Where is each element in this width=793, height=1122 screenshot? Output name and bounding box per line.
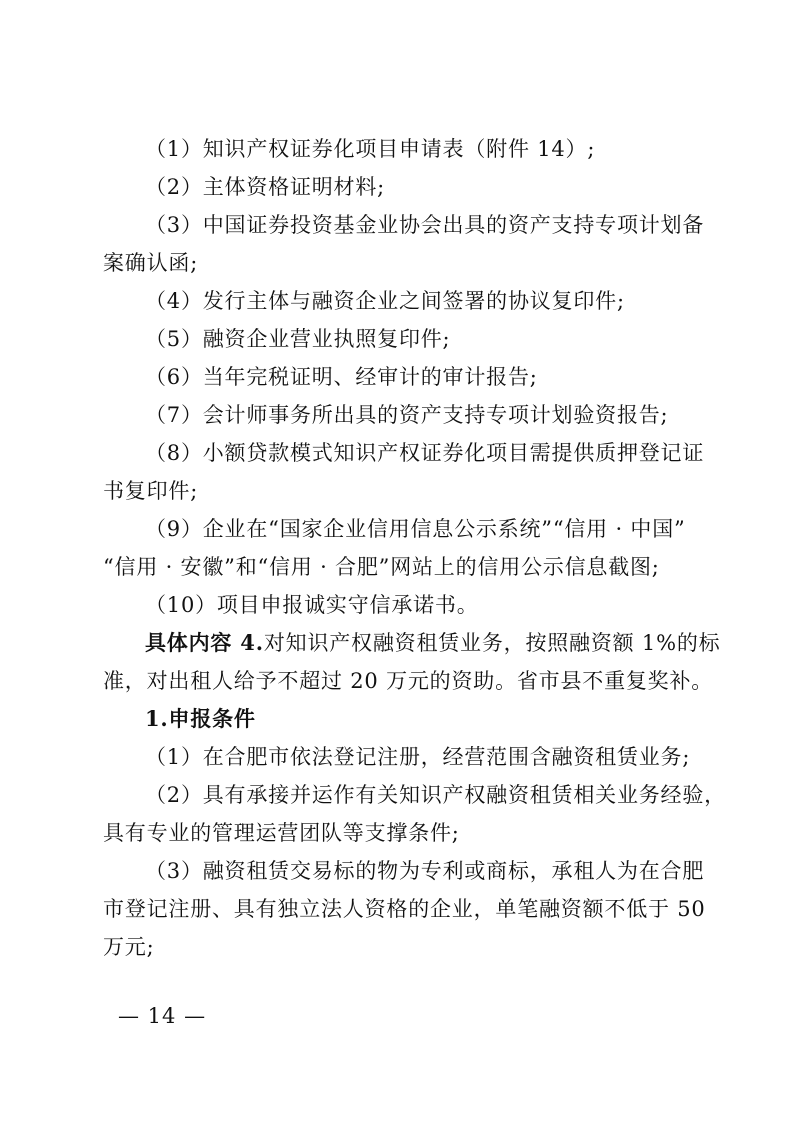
- page-number: — 14 —: [118, 1004, 207, 1028]
- condition-item: （2）具有承接并运作有关知识产权融资租赁相关业务经验，: [145, 783, 726, 807]
- content-paragraph-continuation: 准，对出租人给予不超过 20 万元的资助。省市县不重复奖补。: [103, 669, 714, 693]
- list-item: （6）当年完税证明、经审计的审计报告;: [145, 365, 538, 389]
- list-item: （1）知识产权证券化项目申请表（附件 14）;: [145, 137, 596, 161]
- content-label: 具体内容 4.: [145, 630, 264, 655]
- list-item: （8）小额贷款模式知识产权证券化项目需提供质押登记证: [145, 441, 705, 465]
- list-item: （3）中国证券投资基金业协会出具的资产支持专项计划备: [145, 213, 705, 237]
- list-item: （10）项目申报诚实守信承诺书。: [145, 593, 479, 617]
- list-item-continuation: 书复印件;: [103, 479, 199, 503]
- condition-item-continuation: 万元;: [103, 935, 155, 959]
- content-paragraph: [145, 629, 720, 657]
- list-item: （2）主体资格证明材料;: [145, 175, 386, 199]
- condition-item: （1）在合肥市依法登记注册，经营范围含融资租赁业务;: [145, 745, 691, 769]
- list-item-continuation: “信用 · 安徽”和“信用 · 合肥”网站上的信用公示信息截图;: [103, 555, 660, 579]
- list-item: （4）发行主体与融资企业之间签署的协议复印件;: [145, 289, 625, 313]
- condition-item-continuation: 市登记注册、具有独立法人资格的企业，单笔融资额不低于 50: [103, 897, 706, 921]
- list-item: （5）融资企业营业执照复印件;: [145, 327, 451, 351]
- content-text: 对知识产权融资租赁业务，按照融资额 1%的标: [263, 631, 721, 655]
- list-item: （7）会计师事务所出具的资产支持专项计划验资报告;: [145, 403, 669, 427]
- list-item-continuation: 案确认函;: [103, 251, 199, 275]
- list-item: （9）企业在“国家企业信用信息公示系统”“信用 · 中国”: [145, 517, 686, 541]
- condition-item-continuation: 具有专业的管理运营团队等支撑条件;: [103, 821, 460, 845]
- section-heading: 1.申报条件: [145, 706, 256, 731]
- condition-item: （3）融资租赁交易标的物为专利或商标，承租人为在合肥: [145, 859, 705, 883]
